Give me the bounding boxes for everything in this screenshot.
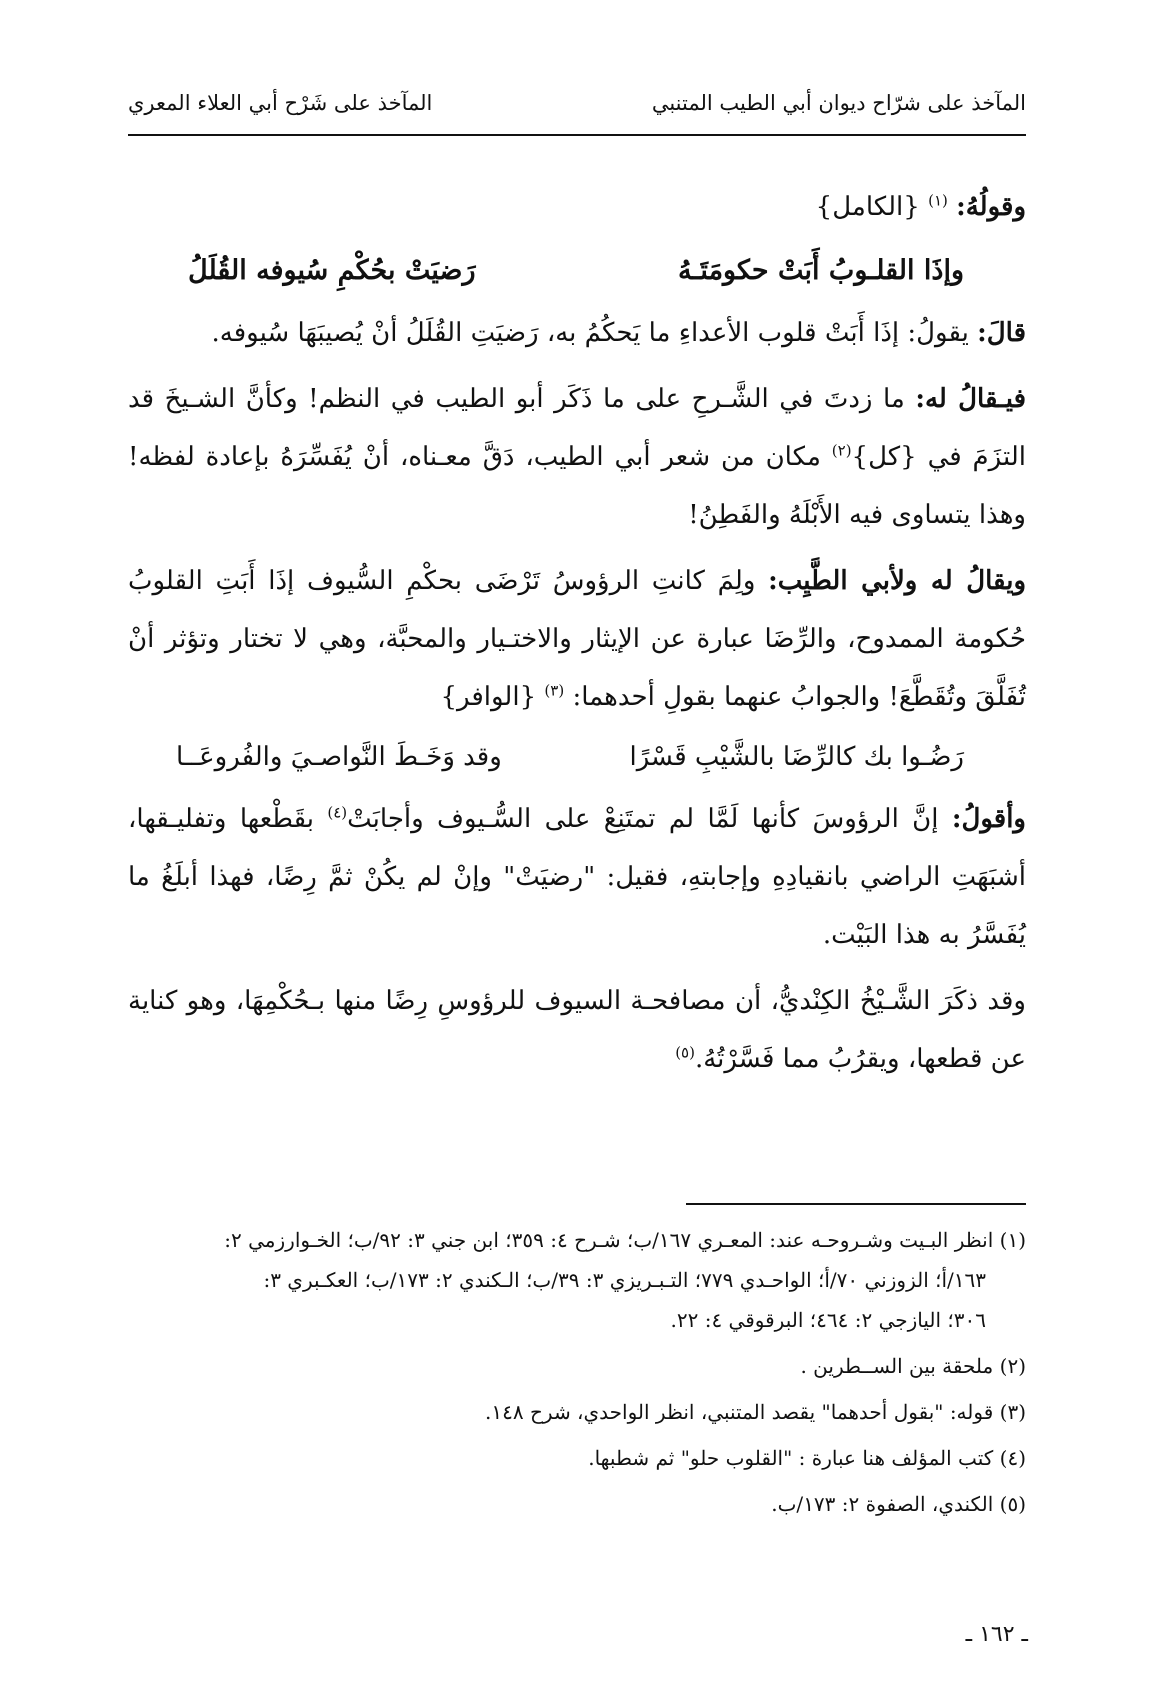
footnote-ref-1: (١) xyxy=(928,191,948,210)
running-header xyxy=(128,78,1026,128)
footnote-text: انظر البـيت وشـروحـه عند: المعـري ١٦٧/ب؛ شـرح ٤: ٣٥٩؛ ابن جني ٣: ٩٢/ب؛ الخـوارزمي ٢: xyxy=(224,1228,994,1252)
footnote-text: الكندي، الصفوة ٢: ١٧٣/ب. xyxy=(771,1492,994,1516)
footnote-text: كتب المؤلف هنا عبارة : "القلوب حلو" ثم شطبها. xyxy=(588,1446,994,1470)
footnote-5 xyxy=(128,1484,1026,1524)
footnote-number: (٢) xyxy=(999,1354,1026,1378)
header-rule xyxy=(128,134,1026,136)
verse2-hemistich-2: وقد وَخَـطَ النَّواصـيَ والفُروعَــا xyxy=(176,742,502,772)
poem-verse-2 xyxy=(128,728,1026,786)
header-book-title: المآخذ على شرّاح ديوان أبي الطيب المتنبي xyxy=(651,91,1026,115)
footnote-ref-5: (٥) xyxy=(675,1043,695,1062)
footnote-number: (٣) xyxy=(999,1400,1026,1424)
footnote-2 xyxy=(128,1346,1026,1386)
footnote-number: (٤) xyxy=(999,1446,1026,1470)
footnote-text: قوله: "بقول أحدهما" يقصد المتنبي، انظر الواحدي، شرح ١٤٨. xyxy=(485,1400,994,1424)
paragraph-aqul xyxy=(128,790,1026,964)
footnote-rule xyxy=(686,1203,1026,1205)
poem-verse-1 xyxy=(128,242,1026,300)
paragraph-text: بقَطْعها وتفليـقها، أشبَهَتِ الراضي بانقيادِهِ وإجابتهِ، فقيل: "رضيَتْ" وإنْ لم يكُنْ ثمَّ رِضًا، فهذا أبلَغُ ما يُفَسَّرُ به هذا البَيْت. xyxy=(128,804,1026,950)
paragraph-text: ما زدتَ في الشَّـرحِ على ما ذَكَر أبو الطيب في النظم! وكأنَّ الشـيخَ قد التزَمَ في {كل} xyxy=(128,384,1026,472)
paragraph-qala xyxy=(128,304,1026,362)
footnote-3 xyxy=(128,1392,1026,1432)
footnote-ref-2: (٢) xyxy=(831,441,852,460)
paragraph-lead: فيـقالُ له: xyxy=(915,384,1026,414)
footnote-ref-3: (٣) xyxy=(544,681,565,700)
intro-lead: وقولُهُ: xyxy=(956,192,1026,222)
paragraph-lead: قالَ: xyxy=(977,318,1026,348)
verse2-hemistich-1: رَضُـوا بك كالرِّضَا بالشَّيْبِ قَسْرًا xyxy=(629,742,964,772)
main-text xyxy=(128,178,1026,1088)
footnotes xyxy=(128,1220,1026,1530)
meter-label: {الكامل} xyxy=(815,192,920,222)
paragraph-fayuqal xyxy=(128,370,1026,544)
paragraph-kindi xyxy=(128,972,1026,1088)
paragraph-text: يقولُ: إذَا أَبَتْ قلوب الأعداءِ ما يَحكُمُ به، رَضيَتِ القُلَلُ أنْ يُصيبَهَا سُيوفه. xyxy=(211,318,969,348)
footnote-text: ١٦٣/أ؛ الزوزني ٧٠/أ؛ الواحـدي ٧٧٩؛ التـبـريزي ٣: ٣٩/ب؛ الـكندي ٢: ١٧٣/ب؛ العكـبري ٣: xyxy=(263,1268,986,1292)
verse1-hemistich-2: رَضيَتْ بحُكْمِ سُيوفه القُلَلُ xyxy=(188,255,476,286)
paragraph-text: إنَّ الرؤوسَ كأنها لَمَّا لم تمتَنِعْ على السُّـيوف وأجابَتْ xyxy=(347,804,952,834)
paragraph-yuqal xyxy=(128,552,1026,726)
verse1-hemistich-1: وإذَا القلـوبُ أَبَتْ حكومَتَـهُ xyxy=(678,255,964,286)
paragraph-lead: ويقالُ له ولأبي الطَّيِب: xyxy=(768,566,1026,596)
meter-label: {الوافر} xyxy=(440,682,537,712)
footnote-number: (٥) xyxy=(999,1492,1026,1516)
footnote-text: ملحقة بين الســطرين . xyxy=(800,1354,994,1378)
paragraph-lead: وأقولُ: xyxy=(951,804,1026,834)
footnote-4 xyxy=(128,1438,1026,1478)
footnote-number: (١) xyxy=(999,1228,1026,1252)
paragraph-text: مكان من شعر أبي الطيب، دَقَّ معـناه، أنْ يُفَسِّرَهُ بإعادة لفظه! وهذا يتساوى فيه الأَبْلَهُ والفَطِنُ! xyxy=(128,442,1026,530)
intro-line xyxy=(128,178,1026,236)
paragraph-text: ولِمَ كانتِ الرؤوسُ تَرْضَى بحكْمِ السُّيوف إذَا أَبَتِ القلوبُ حُكومة الممدوح، والرِّضَا عبارة عن الإيثار والاختـيار والمحبَّة، وهي لا تختار وتؤثر أنْ تُفَلَّقَ وتُقَطَّعَ! والجوابُ عنهما بقولِ أحدهما: xyxy=(128,566,1026,712)
footnote-1 xyxy=(128,1220,1026,1340)
footnote-ref-4: (٤) xyxy=(327,803,348,822)
footnote-text: ٣٠٦؛ اليازجي ٢: ٤٦٤؛ البرقوقي ٤: ٢٢. xyxy=(670,1308,986,1332)
header-chapter-title: المآخذ على شَرْح أبي العلاء المعري xyxy=(128,91,433,115)
paragraph-text: وقد ذكَرَ الشَّـيْخُ الكِنْديُّ، أن مصافحـة السيوف للرؤوسِ رِضًا منها بـحُكْمِهَا، وهو كناية عن قطعها، ويقرُبُ مما فَسَّرْتُهُ. xyxy=(128,986,1026,1074)
page-number: ـ ١٦٢ ـ xyxy=(965,1622,1028,1647)
